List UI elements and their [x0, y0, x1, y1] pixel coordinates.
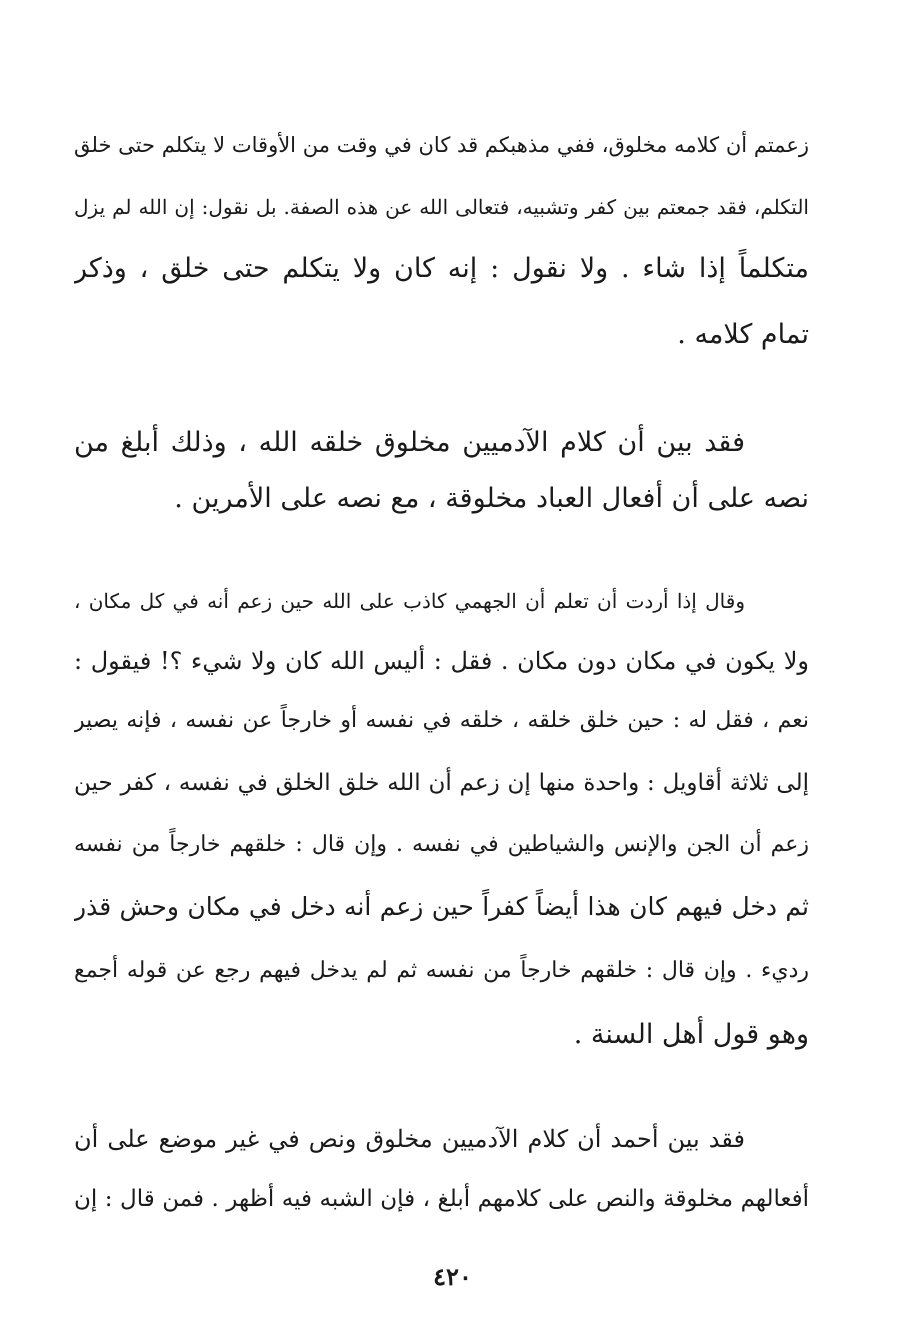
text-line: زعمتم أن كلامه مخلوق، ففي مذهبكم قد كان في وقت من الأوقات لا يتكلم حتى خلق [74, 133, 809, 157]
text-line: تمام كلامه . [677, 319, 809, 350]
page-number: ٤٢٠ [433, 1262, 472, 1291]
text-line: وقال إذا أردت أن تعلم أن الجهمي كاذب على الله حين زعم أنه في كل مكان ، [74, 589, 745, 613]
text-line: فقد بين أن كلام الآدميين مخلوق خلقه الله ، وذلك أبلغ من [74, 427, 745, 458]
text-line: نعم ، فقل له : حين خلق خلقه ، خلقه في نفسه أو خارجاً عن نفسه ، فإنه يصير [74, 708, 809, 733]
text-line: التكلم، فقد جمعتم بين كفر وتشبيه، فتعالى الله عن هذه الصفة. بل نقول: إن الله لم يزل [74, 195, 809, 219]
text-line: متكلماً إذا شاء . ولا نقول : إنه كان ولا يتكلم حتى خلق ، وذكر [74, 253, 809, 284]
text-line: نصه على أن أفعال العباد مخلوقة ، مع نصه على الأمرين . [174, 483, 809, 514]
text-line: إلى ثلاثة أقاويل : واحدة منها إن زعم أن الله خلق الخلق في نفسه ، كفر حين [74, 770, 809, 796]
text-line: ولا يكون في مكان دون مكان . فقل : أليس الله كان ولا شيء ؟! فيقول : [74, 647, 809, 675]
text-line: زعم أن الجن والإنس والشياطين في نفسه . وإن قال : خلقهم خارجاً من نفسه [74, 832, 809, 857]
text-line: وهو قول أهل السنة . [573, 1019, 809, 1050]
text-line: أفعالهم مخلوقة والنص على كلامهم أبلغ ، فإن الشبه فيه أظهر . فمن قال : إن [74, 1186, 809, 1212]
text-line: فقد بين أحمد أن كلام الآدميين مخلوق ونص في غير موضع على أن [74, 1125, 745, 1153]
text-line: رديء . وإن قال : خلقهم خارجاً من نفسه ثم لم يدخل فيهم رجع عن قوله أجمع [74, 958, 809, 983]
text-line: ثم دخل فيهم كان هذا أيضاً كفراً حين زعم أنه دخل في مكان وحش قذر [74, 892, 809, 921]
